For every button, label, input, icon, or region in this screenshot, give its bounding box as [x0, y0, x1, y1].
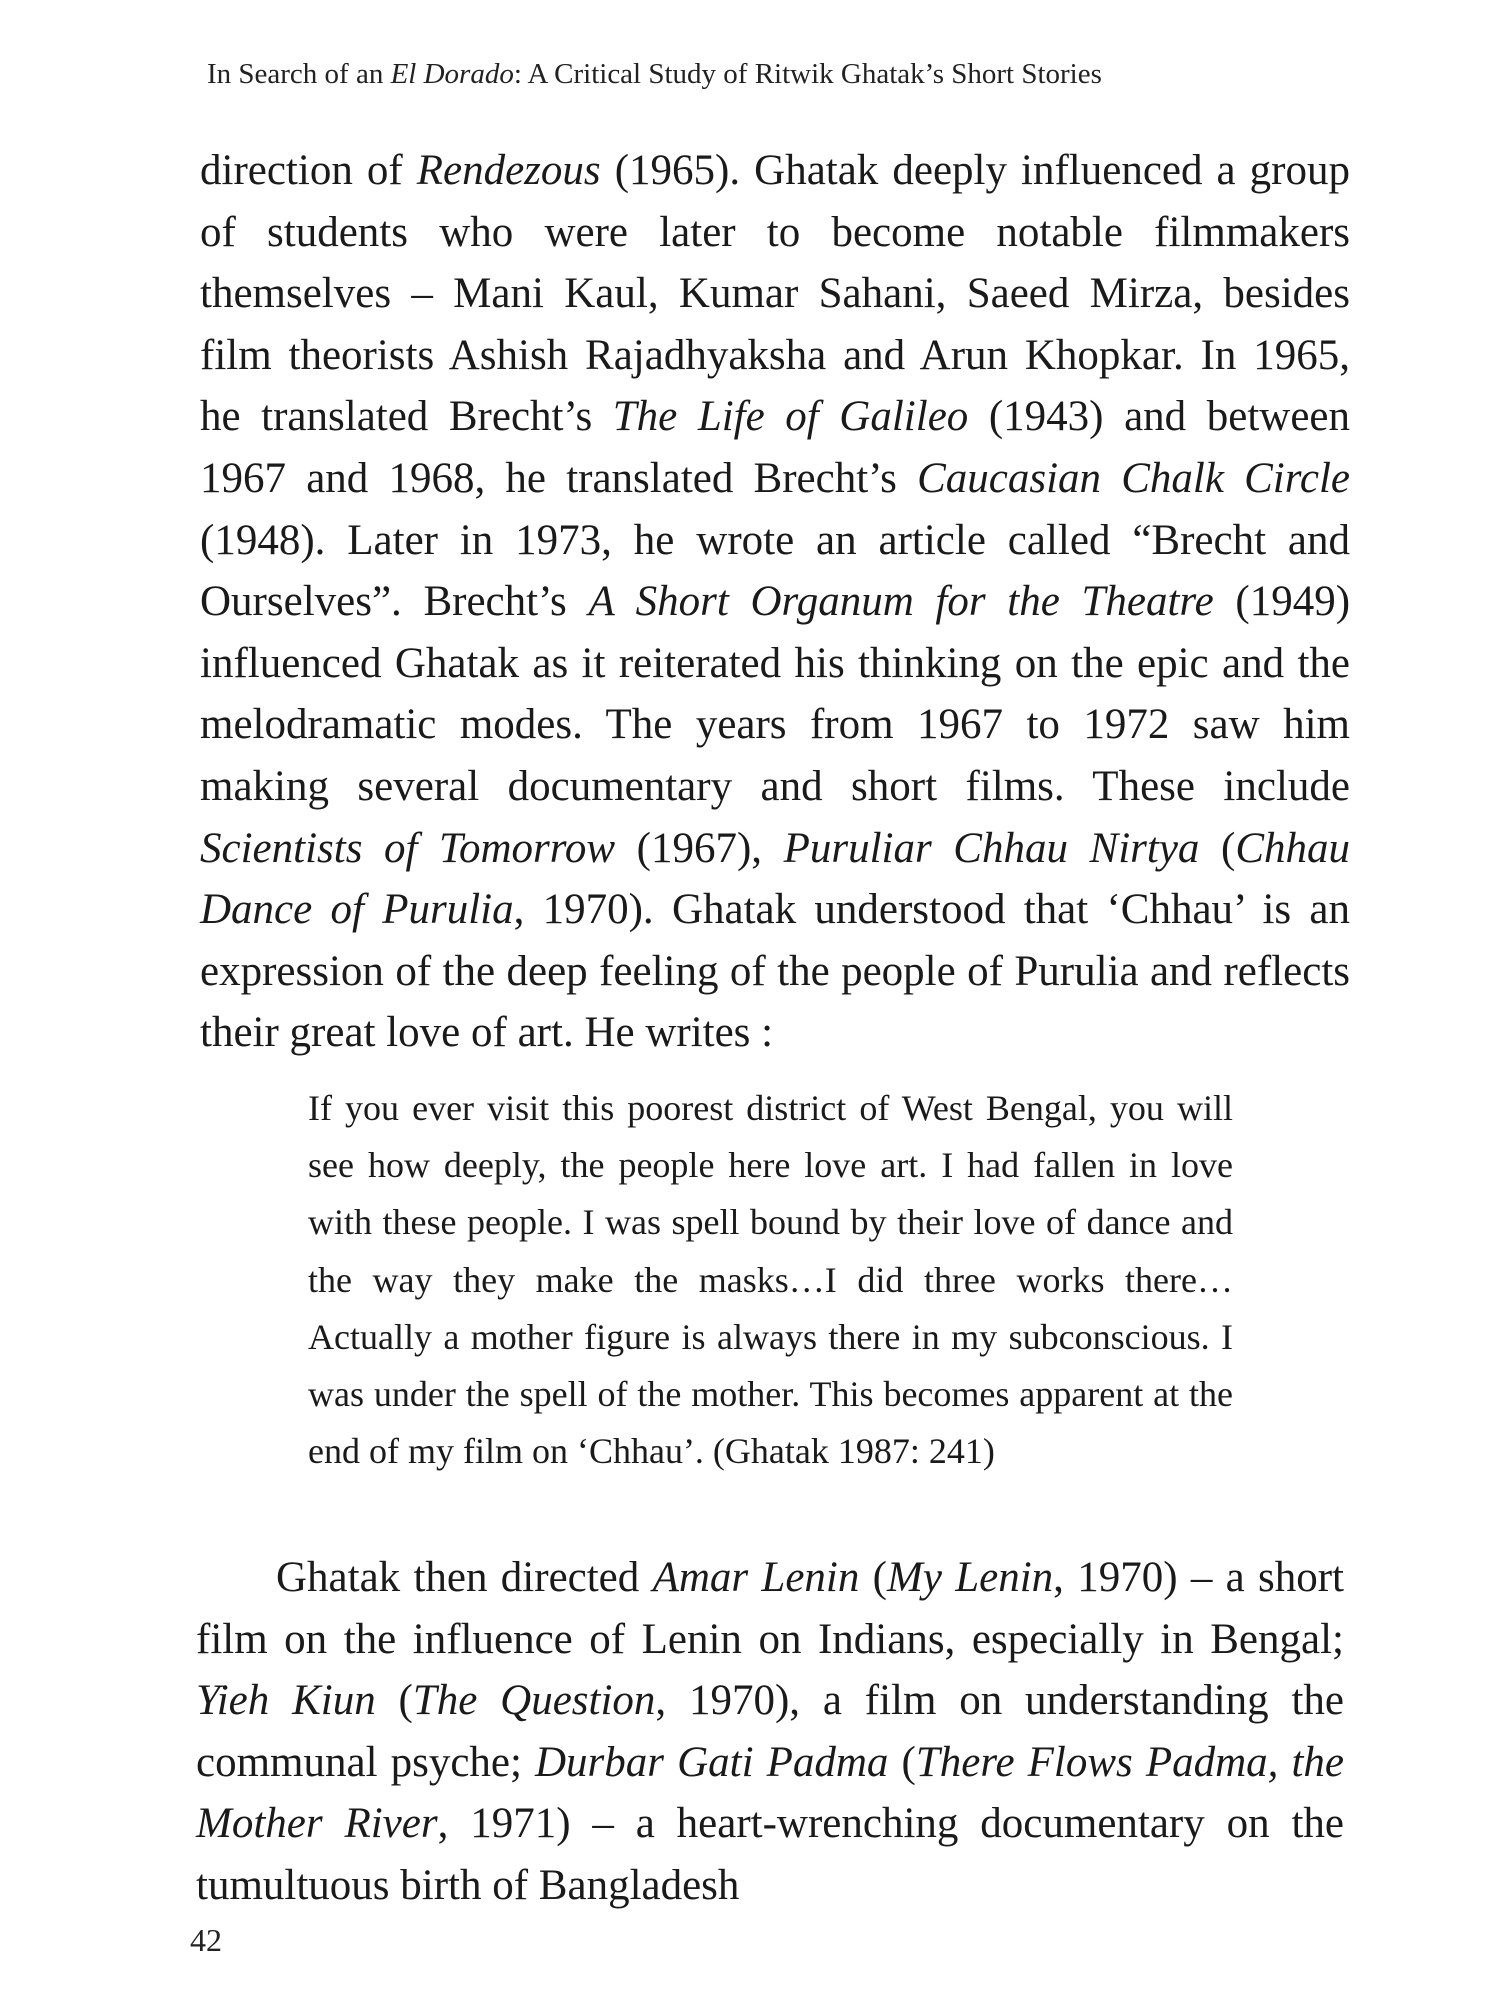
para2-text: (: [888, 1738, 916, 1786]
film-title: Scientists of Tomorrow: [200, 824, 616, 872]
book-title: A Short Organum for the Theatre: [588, 578, 1214, 626]
running-header: [207, 54, 1357, 94]
header-text-pre: In Search of an: [207, 58, 391, 90]
quote-text: If you ever visit this poorest district of West Bengal, you will see how deeply, the people here love art. I had fallen in love with these people. I was spell bound by their love of dance and the way they make the masks…I did three works there… Actually a mother figure is always there in my subconscious. I was under the spell of the mother. This becomes apparent at the end of my film on ‘Chhau’. (Ghatak 1987: 241): [308, 1088, 1233, 1472]
para1-text: (1949) influenced Ghatak as it reiterated his thinking on the epic and the melodramatic modes. The years from 1967 to 1972 saw him making several documentary and short films. These include: [200, 578, 1351, 810]
film-title: Amar Lenin: [652, 1554, 860, 1601]
para2-text: (: [859, 1554, 887, 1601]
film-title: Rendezous: [416, 147, 601, 194]
para1-text: (1943) and between 1967 and 1968, he translated Brecht’s: [200, 393, 1350, 502]
para1-text: (1965). Ghatak deeply influenced a group of students who were later to become notable filmmakers themselves – Mani Kaul, Kumar Sahani, Saeed Mirza, besides film theorists Ashish Rajadhyaksha and Arun Khopkar. In 1965, he translated Brecht’s: [200, 147, 1350, 441]
film-title: Yieh Kiun: [196, 1677, 376, 1725]
paragraph-2: [196, 1547, 1344, 1917]
para1-text: direction of: [200, 147, 417, 194]
para2-text: (: [375, 1677, 413, 1725]
header-text-post: : A Critical Study of Ritwik Ghatak’s Short Stories: [513, 58, 1102, 90]
para1-text: (: [1199, 824, 1236, 872]
play-title: Caucasian Chalk Circle: [917, 454, 1350, 502]
film-title: Chhau Dance of Purulia: [200, 824, 1350, 934]
film-title: There Flows Padma, the Mother River: [196, 1738, 1344, 1848]
para2-text: , 1970), a film on understanding the communal psyche;: [196, 1677, 1344, 1786]
paragraph-1: [200, 140, 1350, 1064]
film-title: Puruliar Chhau Nirtya: [783, 824, 1200, 872]
para1-text: (1967),: [615, 824, 784, 872]
play-title: The Life of Galileo: [612, 393, 969, 441]
film-title: My Lenin: [887, 1554, 1054, 1601]
para1-text: (1948). Later in 1973, he wrote an article called “Brecht and Ourselves”. Brecht’s: [200, 516, 1350, 626]
para2-text: , 1971) – a heart-wrenching documentary on the tumultuous birth of Bangladesh: [196, 1800, 1345, 1909]
para1-text: , 1970). Ghatak understood that ‘Chhau’ is an expression of the deep feeling of the people of Purulia and reflects their great love of art. He writes :: [200, 886, 1350, 1057]
block-quote: [308, 1080, 1233, 1480]
header-title-italic: El Dorado: [390, 58, 514, 90]
page-number: 42: [190, 1922, 222, 1958]
para2-text: Ghatak then directed: [276, 1554, 653, 1601]
film-title: Durbar Gati Padma: [535, 1738, 889, 1786]
para2-text: , 1970) – a short film on the influence of Lenin on Indians, especially in Bengal;: [196, 1554, 1344, 1663]
film-title: The Question: [412, 1677, 656, 1725]
